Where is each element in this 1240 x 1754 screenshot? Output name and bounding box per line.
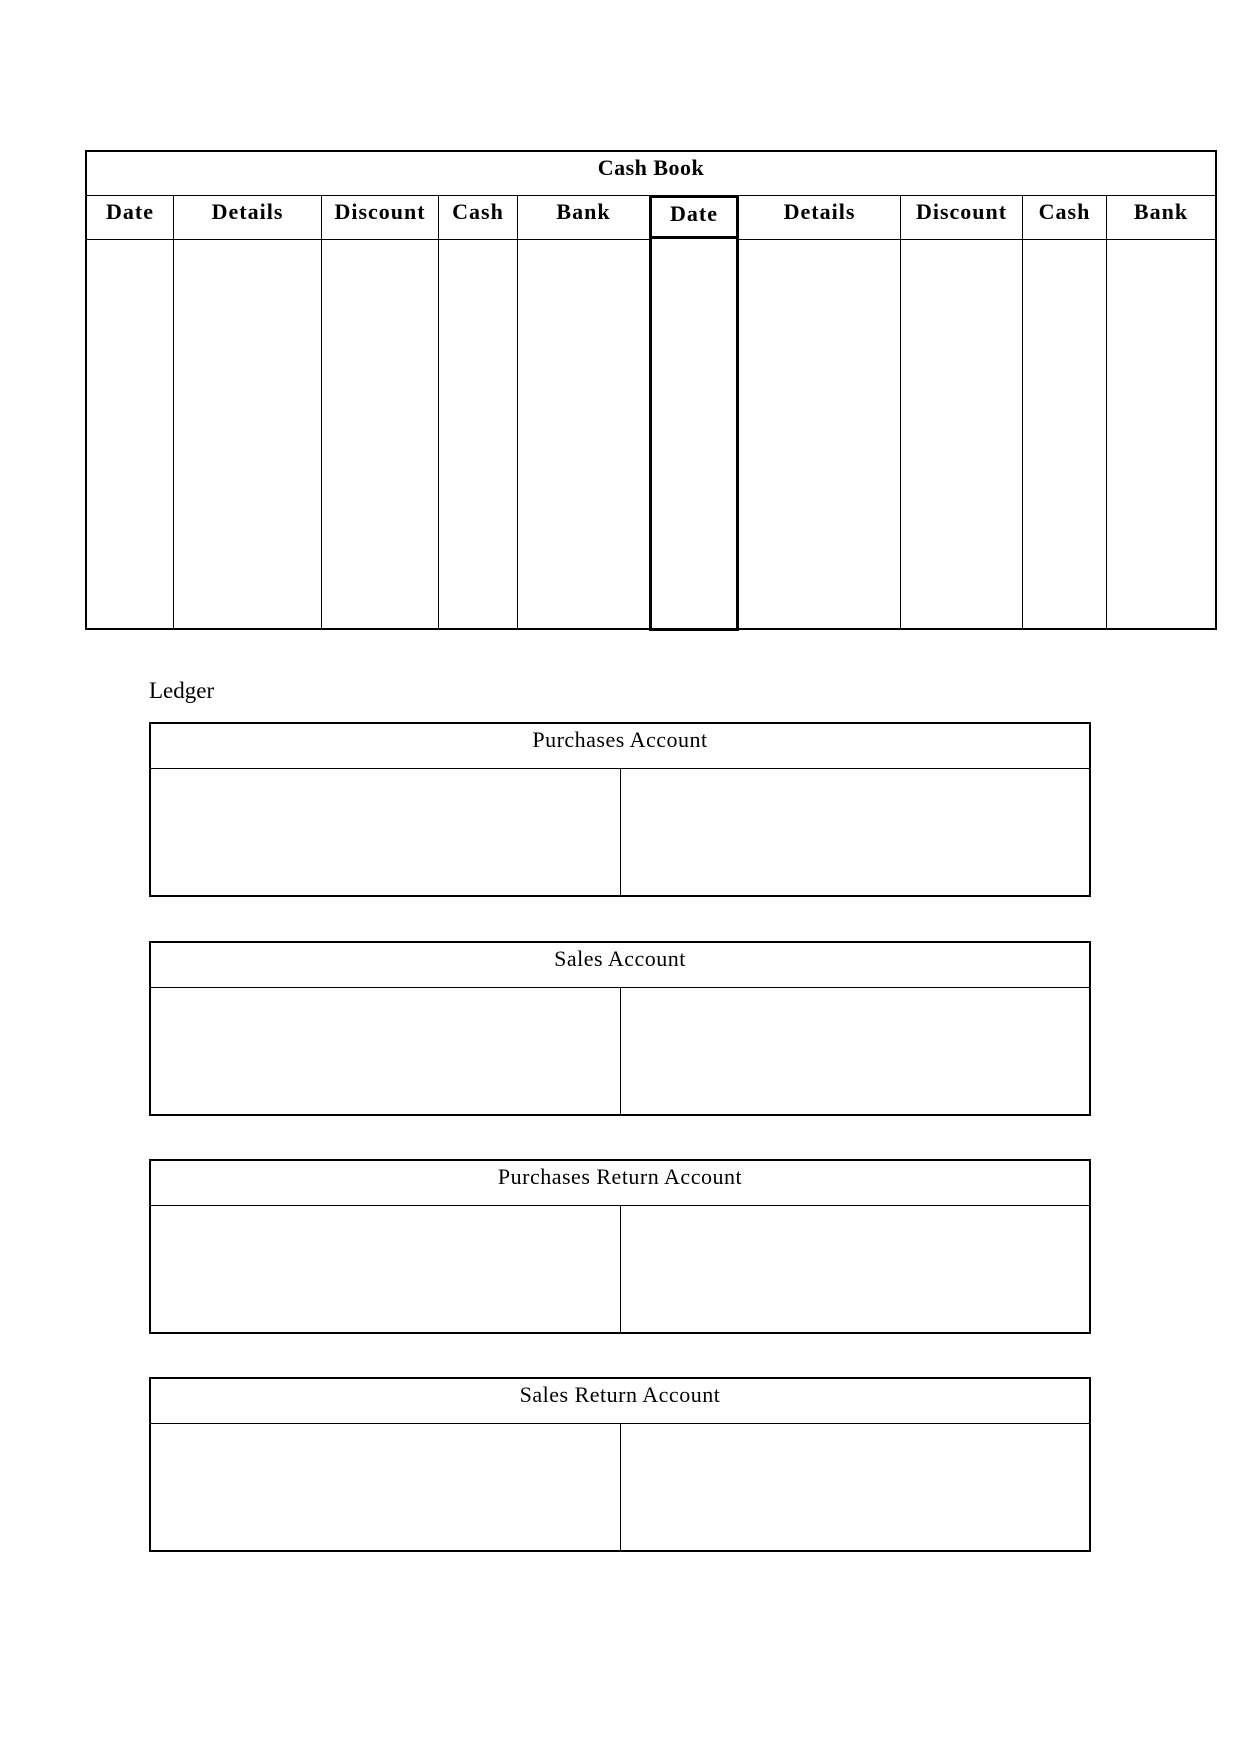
account-divider [620,1424,621,1550]
account-debit-side [151,769,620,895]
column-header-date: Date [87,196,173,240]
column-header-bank: Bank [1107,196,1215,240]
column-header-bank: Bank [518,196,649,240]
cash-book-column-discount-debit [322,196,439,628]
account-debit-side [151,988,620,1114]
account-title: Purchases Return Account [151,1161,1089,1206]
cash-book-column-details-debit [174,196,322,628]
cash-book-column-bank-debit [518,196,650,628]
cash-book-column-cash-credit [1023,196,1107,628]
column-header-cash: Cash [1023,196,1106,240]
account-debit-side [151,1424,620,1550]
sales-return-account [149,1377,1091,1552]
account-title: Sales Return Account [151,1379,1089,1424]
account-credit-side [622,1206,1089,1332]
purchases-return-account [149,1159,1091,1334]
account-credit-side [622,769,1089,895]
column-header-cash: Cash [439,196,517,240]
cash-book-column-discount-credit [901,196,1023,628]
column-header-discount: Discount [901,196,1022,240]
column-header-discount: Discount [322,196,438,240]
account-divider [620,769,621,895]
account-credit-side [622,988,1089,1114]
column-header-details: Details [174,196,321,240]
account-body [151,1206,1089,1332]
account-body [151,769,1089,895]
account-credit-side [622,1424,1089,1550]
cash-book-column-cash-debit [439,196,518,628]
account-body [151,1424,1089,1550]
account-divider [620,988,621,1114]
account-debit-side [151,1206,620,1332]
column-header-date: Date [652,195,736,239]
purchases-account [149,722,1091,897]
account-body [151,988,1089,1114]
cash-book-column-bank-credit [1107,196,1215,628]
cash-book-column-date-debit [87,196,174,628]
cash-book-column-details-credit [739,196,901,628]
account-title: Purchases Account [151,724,1089,769]
column-header-details: Details [739,196,900,240]
sales-account [149,941,1091,1116]
account-title: Sales Account [151,943,1089,988]
ledger-heading: Ledger [149,678,215,703]
cash-book-column-date-credit [649,196,739,631]
cash-book-title: Cash Book [87,152,1215,196]
account-divider [620,1206,621,1332]
cash-book-table [85,150,1217,630]
